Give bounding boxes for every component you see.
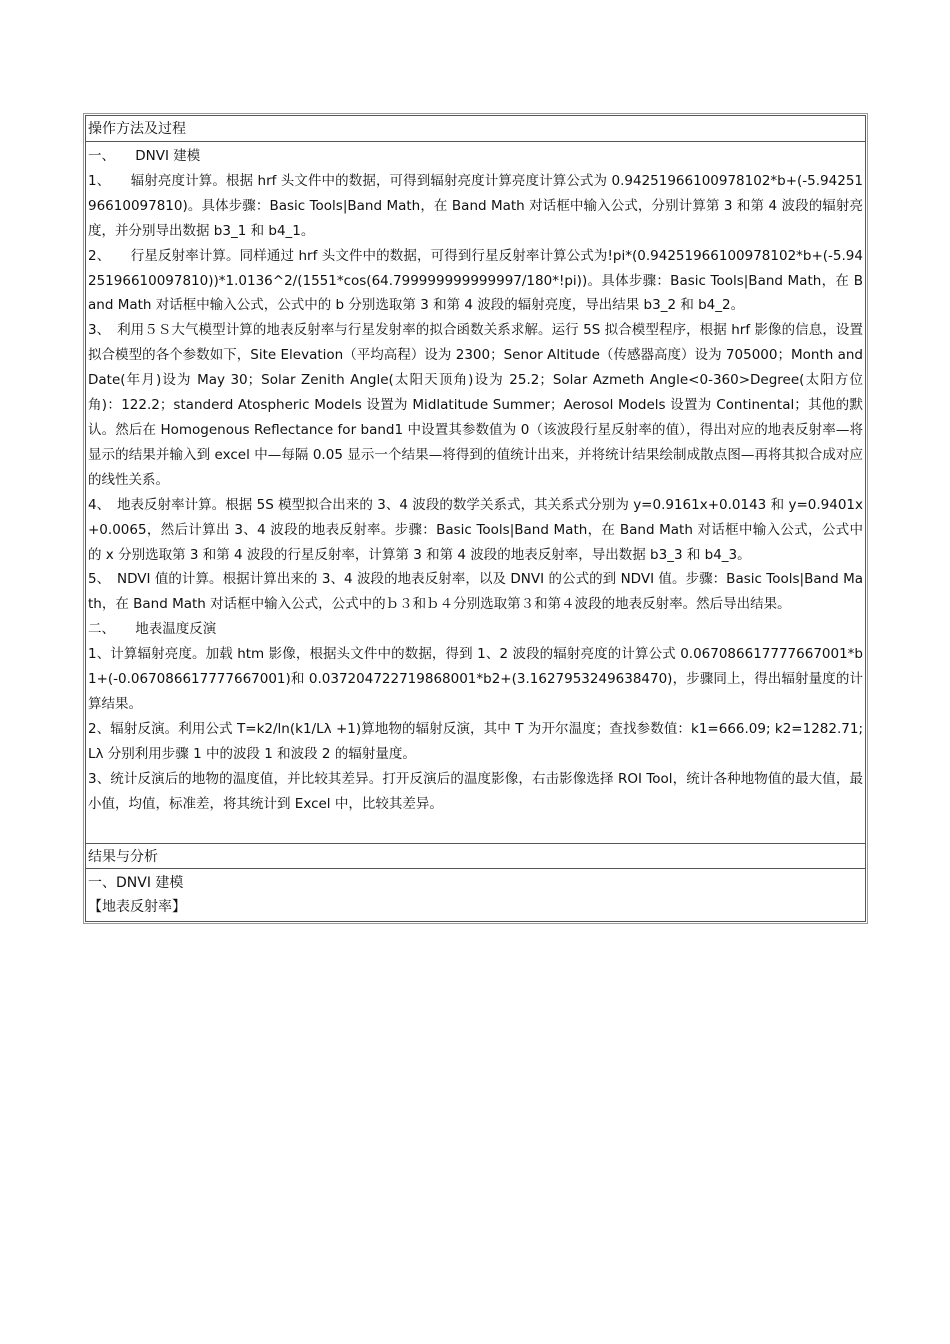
section-header-results — [86, 843, 865, 869]
methods-body — [86, 142, 865, 843]
results-body — [86, 869, 865, 921]
section-title: 结果与分析 — [88, 849, 158, 866]
paragraph: 3、 利用５Ｓ大气模型计算的地表反射率与行星发射率的拟合函数关系求解。运行 5S 拟合模型程序，根据 hrf 影像的信息，设置拟合模型的各个参数如下，Site Elevation（平均高程）设为 2300；Senor Altitude（传感器高度）设为 705000；Month and Date(年月)设为 May 30；Solar Zenith Angle(太阳天顶角)设为 25.2；Solar Azmeth Angle<0-360>Degree(太阳方位角)：122.2；standerd Atospheric Models 设置为 Midlatitude Summer；Aerosol Models 设置为 Continental；其他的默认。然后在 Homogenous Reflectance for band1 中设置其参数值为 0（该波段行星反射率的值），得出对应的地表反射率—将显示的结果并输入到 excel 中—每隔 0.05 显示一个结果—将得到的值统计出来，并将统计结果绘制成散点图—再将其拟合成对应的线性关系。 — [88, 322, 863, 488]
paragraph: 4、 地表反射率计算。根据 5S 模型拟合出来的 3、4 波段的数学关系式，其关系式分别为 y=0.9161x+0.0143 和 y=0.9401x+0.0065，然后计算出 3、4 波段的地表反射率。步骤：Basic Tools|Band Math，在 Band Math 对话框中输入公式，公式中的 x 分别选取第 3 和第 4 波段的行星反射率，计算第 3 和第 4 波段的地表反射率，导出数据 b3_3 和 b4_3。 — [88, 496, 863, 563]
paragraph: 2、 行星反射率计算。同样通过 hrf 头文件中的数据，可得到行星反射率计算公式为!pi*(0.94251966100978102*b+(-5.9425196610097810))*1.0136^2/(1551*cos(64.799999999999997/180*!pi))。具体步骤：Basic Tools|Band Math，在 Band Math 对话框中输入公式，公式中的 b 分别选取第 3 和第 4 波段的辐射亮度，导出结果 b3_2 和 b4_2。 — [88, 247, 863, 314]
results-line: 一、DNVI 建模 — [88, 875, 184, 892]
section-header-methods — [86, 116, 865, 142]
paragraph: 一、 DNVI 建模 — [88, 148, 201, 164]
paragraph: 1、计算辐射亮度。加载 htm 影像，根据头文件中的数据，得到 1、2 波段的辐射亮度的计算公式 0.067086617777667001*b1+(-0.067086617777667001)和 0.037204722719868001*b2+(3.1627953249638470)，步骤同上，得出辐射量度的计算结果。 — [88, 646, 863, 712]
paragraph: 2、辐射反演。利用公式 T=k2/ln(k1/Lλ +1)算地物的辐射反演，其中 T 为开尔温度；查找参数值：k1=666.09; k2=1282.71;Lλ 分别利用步骤 1 中的波段 1 和波段 2 的辐射量度。 — [88, 720, 863, 762]
results-line: 【地表反射率】 — [88, 899, 186, 916]
paragraph: 1、 辐射亮度计算。根据 hrf 头文件中的数据，可得到辐射亮度计算亮度计算公式为 0.94251966100978102*b+(-5.9425196610097810)。具体步骤：Basic Tools|Band Math，在 Band Math 对话框中输入公式，分别计算第 3 和第 4 波段的辐射亮度，并分别导出数据 b3_1 和 b4_1。 — [88, 172, 863, 239]
section-title: 操作方法及过程 — [88, 121, 186, 137]
paragraph: 3、统计反演后的地物的温度值，并比较其差异。打开反演后的温度影像，右击影像选择 ROI Tool，统计各种地物值的最大值，最小值，均值，标准差，将其统计到 Excel 中，比较其差异。 — [88, 770, 863, 812]
blank-space — [88, 816, 863, 843]
paragraph: 5、 NDVI 值的计算。根据计算出来的 3、4 波段的地表反射率，以及 DNVI 的公式的到 NDVI 值。步骤：Basic Tools|Band Math，在 Band Math 对话框中输入公式，公式中的ｂ３和ｂ４分别选取第３和第４波段的地表反射率。然后导出结果。 — [88, 571, 863, 613]
paragraph: 二、 地表温度反演 — [88, 621, 217, 638]
document-table — [85, 115, 866, 922]
